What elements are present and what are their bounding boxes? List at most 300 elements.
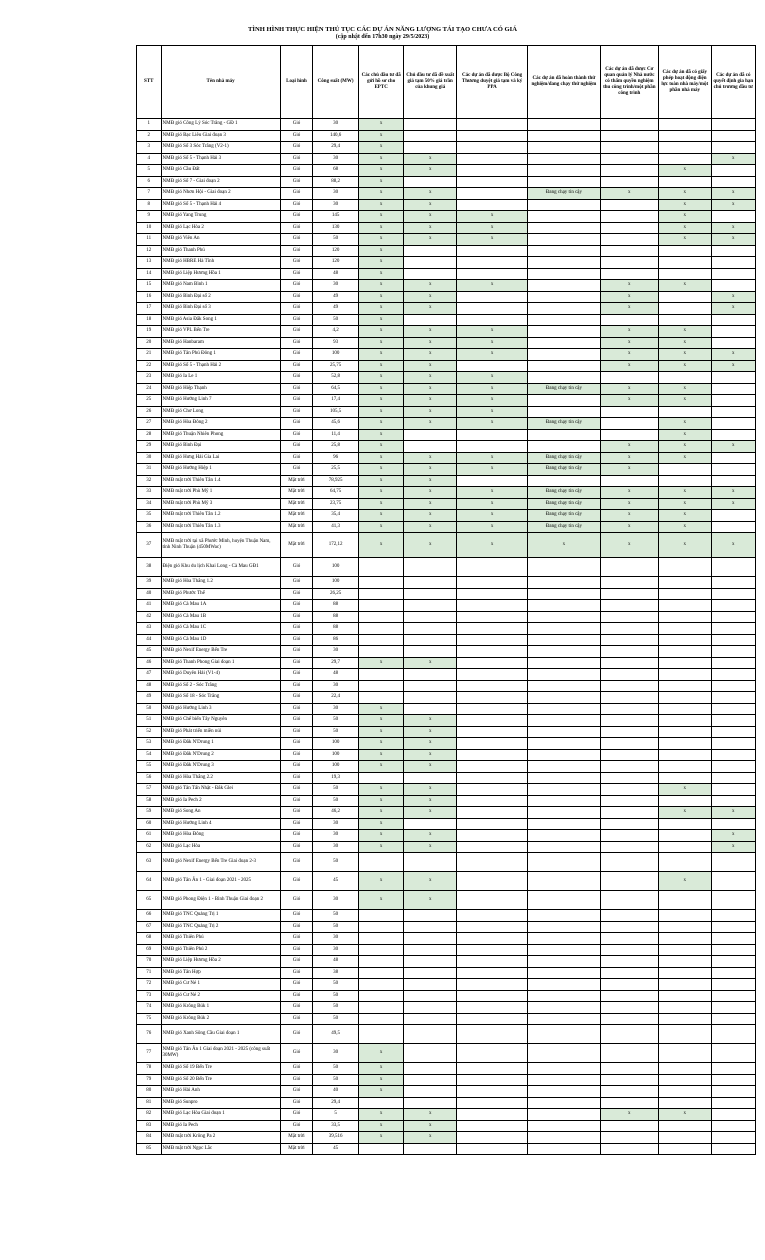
cell-submitted-eptc: x bbox=[358, 761, 404, 773]
cell-acceptance bbox=[600, 830, 658, 842]
cell-acceptance bbox=[600, 761, 658, 773]
table-row bbox=[137, 872, 756, 891]
cell-capacity: 100 bbox=[313, 349, 359, 361]
cell-proposed-price bbox=[404, 921, 457, 933]
cell-stt: 52 bbox=[137, 726, 162, 738]
cell-submitted-eptc: x bbox=[358, 257, 404, 269]
cell-stt: 3 bbox=[137, 142, 162, 154]
cell-stt: 1 bbox=[137, 119, 162, 131]
table-row bbox=[137, 738, 756, 750]
cell-proposed-price: x bbox=[404, 280, 457, 292]
cell-license: x bbox=[659, 326, 712, 338]
cell-extension bbox=[711, 1044, 755, 1063]
cell-capacity: 23,75 bbox=[313, 498, 359, 510]
table-row bbox=[137, 1109, 756, 1121]
cell-acceptance bbox=[600, 657, 658, 669]
cell-type: Mặt trời bbox=[280, 521, 313, 533]
cell-acceptance bbox=[600, 853, 658, 872]
table-row bbox=[137, 475, 756, 487]
cell-submitted-eptc bbox=[358, 921, 404, 933]
cell-approved-ppa: x bbox=[456, 533, 527, 558]
cell-proposed-price bbox=[404, 1086, 457, 1098]
cell-submitted-eptc: x bbox=[358, 406, 404, 418]
cell-trial-run bbox=[528, 818, 600, 830]
cell-approved-ppa bbox=[456, 715, 527, 727]
cell-approved-ppa bbox=[456, 749, 527, 761]
cell-license bbox=[659, 1074, 712, 1086]
cell-trial-run bbox=[528, 176, 600, 188]
cell-type: Gió bbox=[280, 199, 313, 211]
table-row bbox=[137, 314, 756, 326]
cell-plant-name: NMĐ gió Thiên Phú bbox=[161, 933, 280, 945]
cell-approved-ppa bbox=[456, 257, 527, 269]
table-row bbox=[137, 841, 756, 853]
table-row bbox=[137, 1063, 756, 1075]
cell-approved-ppa: x bbox=[456, 406, 527, 418]
cell-approved-ppa bbox=[456, 910, 527, 922]
cell-stt: 74 bbox=[137, 1002, 162, 1014]
cell-trial-run bbox=[528, 872, 600, 891]
cell-proposed-price bbox=[404, 669, 457, 681]
cell-proposed-price bbox=[404, 910, 457, 922]
cell-extension bbox=[711, 372, 755, 384]
table-row bbox=[137, 165, 756, 177]
cell-stt: 62 bbox=[137, 841, 162, 853]
cell-submitted-eptc: x bbox=[358, 464, 404, 476]
cell-approved-ppa bbox=[456, 245, 527, 257]
cell-plant-name: NMĐ gió Bình Đại số 3 bbox=[161, 303, 280, 315]
cell-proposed-price bbox=[404, 956, 457, 968]
cell-plant-name: NMĐ gió Hanbaram bbox=[161, 337, 280, 349]
cell-submitted-eptc: x bbox=[358, 872, 404, 891]
cell-trial-run bbox=[528, 268, 600, 280]
cell-plant-name: NMĐ gió Số 2 - Sóc Trăng bbox=[161, 680, 280, 692]
cell-type: Gió bbox=[280, 211, 313, 223]
cell-submitted-eptc bbox=[358, 634, 404, 646]
cell-capacity: 100 bbox=[313, 738, 359, 750]
cell-extension bbox=[711, 1086, 755, 1098]
cell-trial-run bbox=[528, 749, 600, 761]
cell-submitted-eptc: x bbox=[358, 1063, 404, 1075]
cell-plant-name: NMĐ gió Asia Đắk Song 1 bbox=[161, 314, 280, 326]
cell-acceptance bbox=[600, 703, 658, 715]
header-license: Các dự án đã có giấy phép hoạt động điện lực toàn nhà máy/một phần nhà máy bbox=[659, 46, 712, 119]
cell-proposed-price: x bbox=[404, 165, 457, 177]
cell-acceptance: x bbox=[600, 487, 658, 499]
cell-license bbox=[659, 372, 712, 384]
cell-stt: 73 bbox=[137, 990, 162, 1002]
cell-submitted-eptc: x bbox=[358, 715, 404, 727]
table-row bbox=[137, 1002, 756, 1014]
cell-license bbox=[659, 257, 712, 269]
cell-proposed-price bbox=[404, 441, 457, 453]
cell-acceptance bbox=[600, 234, 658, 246]
header-submitted-eptc: Các chủ đầu tư đã gửi hồ sơ cho EPTC bbox=[358, 46, 404, 119]
header-type: Loại hình bbox=[280, 46, 313, 119]
cell-acceptance bbox=[600, 784, 658, 796]
cell-extension bbox=[711, 1143, 755, 1155]
table-row bbox=[137, 1086, 756, 1098]
cell-license bbox=[659, 406, 712, 418]
cell-trial-run bbox=[528, 245, 600, 257]
cell-acceptance bbox=[600, 841, 658, 853]
cell-license: x bbox=[659, 1109, 712, 1121]
cell-stt: 42 bbox=[137, 611, 162, 623]
cell-trial-run bbox=[528, 234, 600, 246]
cell-submitted-eptc: x bbox=[358, 738, 404, 750]
cell-license bbox=[659, 1086, 712, 1098]
cell-trial-run: Đang chạy tin cậy bbox=[528, 487, 600, 499]
cell-approved-ppa bbox=[456, 142, 527, 154]
cell-stt: 6 bbox=[137, 176, 162, 188]
table-body bbox=[137, 119, 756, 1155]
cell-proposed-price: x bbox=[404, 475, 457, 487]
cell-submitted-eptc: x bbox=[358, 130, 404, 142]
cell-submitted-eptc: x bbox=[358, 795, 404, 807]
cell-stt: 40 bbox=[137, 588, 162, 600]
cell-license bbox=[659, 921, 712, 933]
cell-acceptance bbox=[600, 176, 658, 188]
cell-license bbox=[659, 119, 712, 131]
cell-type: Gió bbox=[280, 979, 313, 991]
cell-acceptance bbox=[600, 222, 658, 234]
cell-submitted-eptc: x bbox=[358, 176, 404, 188]
cell-approved-ppa bbox=[456, 1120, 527, 1132]
cell-plant-name: NMĐ gió Hòa Thắng 1.2 bbox=[161, 577, 280, 589]
cell-proposed-price bbox=[404, 1143, 457, 1155]
cell-plant-name: NMĐ gió Krông Búk 2 bbox=[161, 1013, 280, 1025]
header-approved-ppa: Các dự án đã được Bộ Công Thương duyệt giá tạm và ký PPA bbox=[456, 46, 527, 119]
cell-proposed-price: x bbox=[404, 761, 457, 773]
cell-license: x bbox=[659, 784, 712, 796]
cell-proposed-price: x bbox=[404, 498, 457, 510]
cell-approved-ppa bbox=[456, 692, 527, 704]
cell-type: Gió bbox=[280, 429, 313, 441]
cell-trial-run bbox=[528, 738, 600, 750]
cell-approved-ppa bbox=[456, 784, 527, 796]
cell-trial-run bbox=[528, 395, 600, 407]
cell-stt: 43 bbox=[137, 623, 162, 635]
cell-plant-name: NMĐ gió Số 3 Sóc Trăng (V2-1) bbox=[161, 142, 280, 154]
table-row bbox=[137, 715, 756, 727]
cell-proposed-price: x bbox=[404, 1132, 457, 1144]
cell-capacity: 50 bbox=[313, 784, 359, 796]
cell-trial-run bbox=[528, 558, 600, 577]
cell-stt: 38 bbox=[137, 558, 162, 577]
cell-submitted-eptc bbox=[358, 944, 404, 956]
cell-proposed-price bbox=[404, 853, 457, 872]
cell-plant-name: NMĐ gió Số 20 Bến Tre bbox=[161, 1074, 280, 1086]
cell-proposed-price: x bbox=[404, 872, 457, 891]
cell-approved-ppa bbox=[456, 830, 527, 842]
table-row bbox=[137, 452, 756, 464]
cell-plant-name: NMĐ gió Nhơn Hội - Giai đoạn 2 bbox=[161, 188, 280, 200]
cell-acceptance: x bbox=[600, 360, 658, 372]
cell-proposed-price: x bbox=[404, 395, 457, 407]
cell-trial-run bbox=[528, 280, 600, 292]
cell-proposed-price bbox=[404, 1025, 457, 1044]
cell-trial-run bbox=[528, 1025, 600, 1044]
cell-capacity: 100 bbox=[313, 577, 359, 589]
cell-capacity: 30 bbox=[313, 199, 359, 211]
cell-license bbox=[659, 818, 712, 830]
cell-type: Gió bbox=[280, 176, 313, 188]
cell-acceptance bbox=[600, 418, 658, 430]
cell-capacity: 50 bbox=[313, 314, 359, 326]
cell-trial-run: Đang chạy tin cậy bbox=[528, 188, 600, 200]
cell-capacity: 30 bbox=[313, 119, 359, 131]
cell-license bbox=[659, 657, 712, 669]
cell-acceptance bbox=[600, 1074, 658, 1086]
cell-license bbox=[659, 772, 712, 784]
cell-trial-run bbox=[528, 475, 600, 487]
cell-stt: 66 bbox=[137, 910, 162, 922]
table-row bbox=[137, 1120, 756, 1132]
cell-proposed-price bbox=[404, 588, 457, 600]
cell-trial-run bbox=[528, 130, 600, 142]
cell-type: Gió bbox=[280, 830, 313, 842]
cell-acceptance: x bbox=[600, 303, 658, 315]
cell-capacity: 120 bbox=[313, 245, 359, 257]
cell-trial-run: Đang chạy tin cậy bbox=[528, 498, 600, 510]
cell-trial-run bbox=[528, 142, 600, 154]
table-row bbox=[137, 234, 756, 246]
cell-approved-ppa bbox=[456, 657, 527, 669]
cell-approved-ppa bbox=[456, 703, 527, 715]
cell-stt: 81 bbox=[137, 1097, 162, 1109]
cell-plant-name: NMĐ gió Song An bbox=[161, 807, 280, 819]
cell-acceptance: x bbox=[600, 510, 658, 522]
table-header-row bbox=[137, 46, 756, 119]
cell-acceptance: x bbox=[600, 291, 658, 303]
cell-type: Gió bbox=[280, 360, 313, 372]
cell-stt: 21 bbox=[137, 349, 162, 361]
cell-stt: 7 bbox=[137, 188, 162, 200]
cell-extension bbox=[711, 1013, 755, 1025]
cell-proposed-price bbox=[404, 600, 457, 612]
cell-submitted-eptc bbox=[358, 1097, 404, 1109]
cell-capacity: 46,2 bbox=[313, 807, 359, 819]
cell-submitted-eptc: x bbox=[358, 487, 404, 499]
table-row bbox=[137, 807, 756, 819]
cell-submitted-eptc bbox=[358, 558, 404, 577]
cell-acceptance: x bbox=[600, 521, 658, 533]
cell-type: Gió bbox=[280, 291, 313, 303]
cell-plant-name: NMĐ gió Cầu Đất bbox=[161, 165, 280, 177]
cell-stt: 16 bbox=[137, 291, 162, 303]
cell-license: x bbox=[659, 498, 712, 510]
cell-extension bbox=[711, 475, 755, 487]
cell-license bbox=[659, 314, 712, 326]
table-row bbox=[137, 176, 756, 188]
cell-license bbox=[659, 1002, 712, 1014]
cell-capacity: 50 bbox=[313, 910, 359, 922]
cell-trial-run: Đang chạy tin cậy bbox=[528, 383, 600, 395]
cell-trial-run bbox=[528, 406, 600, 418]
cell-acceptance bbox=[600, 979, 658, 991]
cell-license bbox=[659, 611, 712, 623]
cell-plant-name: NMĐ gió Số 19 Bến Tre bbox=[161, 1063, 280, 1075]
cell-license: x bbox=[659, 441, 712, 453]
cell-submitted-eptc: x bbox=[358, 1086, 404, 1098]
cell-type: Gió bbox=[280, 703, 313, 715]
header-plant-name: Tên nhà máy bbox=[161, 46, 280, 119]
cell-stt: 28 bbox=[137, 429, 162, 441]
cell-license bbox=[659, 1063, 712, 1075]
table-row bbox=[137, 772, 756, 784]
cell-type: Gió bbox=[280, 577, 313, 589]
cell-submitted-eptc: x bbox=[358, 510, 404, 522]
cell-stt: 36 bbox=[137, 521, 162, 533]
cell-stt: 79 bbox=[137, 1074, 162, 1086]
cell-acceptance bbox=[600, 726, 658, 738]
cell-type: Gió bbox=[280, 383, 313, 395]
table-row bbox=[137, 577, 756, 589]
cell-submitted-eptc bbox=[358, 853, 404, 872]
cell-trial-run bbox=[528, 715, 600, 727]
cell-type: Gió bbox=[280, 872, 313, 891]
cell-acceptance: x bbox=[600, 533, 658, 558]
cell-license: x bbox=[659, 337, 712, 349]
cell-trial-run bbox=[528, 165, 600, 177]
cell-type: Gió bbox=[280, 464, 313, 476]
cell-extension: x bbox=[711, 222, 755, 234]
cell-license bbox=[659, 1120, 712, 1132]
cell-plant-name: NMĐ gió Nexif Energy Bến Tre bbox=[161, 646, 280, 658]
cell-submitted-eptc bbox=[358, 611, 404, 623]
cell-plant-name: NMĐ gió Cà Mau 1D bbox=[161, 634, 280, 646]
header-stt: STT bbox=[137, 46, 162, 119]
cell-plant-name: NMĐ mặt trời Phù Mỹ 1 bbox=[161, 487, 280, 499]
cell-acceptance bbox=[600, 142, 658, 154]
cell-license bbox=[659, 692, 712, 704]
cell-stt: 49 bbox=[137, 692, 162, 704]
cell-license bbox=[659, 588, 712, 600]
cell-approved-ppa bbox=[456, 726, 527, 738]
cell-approved-ppa: x bbox=[456, 383, 527, 395]
cell-proposed-price: x bbox=[404, 715, 457, 727]
table-row bbox=[137, 303, 756, 315]
cell-type: Gió bbox=[280, 406, 313, 418]
cell-acceptance bbox=[600, 990, 658, 1002]
cell-extension bbox=[711, 1063, 755, 1075]
table-row bbox=[137, 291, 756, 303]
cell-trial-run bbox=[528, 990, 600, 1002]
cell-capacity: 30 bbox=[313, 830, 359, 842]
cell-acceptance: x bbox=[600, 280, 658, 292]
cell-approved-ppa bbox=[456, 1109, 527, 1121]
cell-submitted-eptc: x bbox=[358, 703, 404, 715]
cell-proposed-price: x bbox=[404, 521, 457, 533]
table-row bbox=[137, 1132, 756, 1144]
cell-proposed-price bbox=[404, 245, 457, 257]
cell-type: Mặt trời bbox=[280, 487, 313, 499]
projects-table bbox=[136, 45, 756, 1155]
cell-approved-ppa bbox=[456, 1097, 527, 1109]
cell-license bbox=[659, 303, 712, 315]
cell-proposed-price bbox=[404, 142, 457, 154]
cell-trial-run bbox=[528, 795, 600, 807]
cell-type: Gió bbox=[280, 119, 313, 131]
cell-acceptance bbox=[600, 738, 658, 750]
cell-proposed-price: x bbox=[404, 1120, 457, 1132]
cell-trial-run bbox=[528, 921, 600, 933]
cell-approved-ppa bbox=[456, 669, 527, 681]
table-row bbox=[137, 558, 756, 577]
cell-trial-run bbox=[528, 680, 600, 692]
cell-type: Gió bbox=[280, 1013, 313, 1025]
cell-proposed-price: x bbox=[404, 303, 457, 315]
table-row bbox=[137, 441, 756, 453]
cell-stt: 64 bbox=[137, 872, 162, 891]
cell-license: x bbox=[659, 349, 712, 361]
cell-type: Gió bbox=[280, 337, 313, 349]
cell-plant-name: NMĐ gió Duyên Hải (V1-4) bbox=[161, 669, 280, 681]
cell-submitted-eptc: x bbox=[358, 657, 404, 669]
cell-capacity: 64,75 bbox=[313, 487, 359, 499]
cell-approved-ppa bbox=[456, 1063, 527, 1075]
cell-extension: x bbox=[711, 807, 755, 819]
cell-type: Gió bbox=[280, 558, 313, 577]
cell-license bbox=[659, 933, 712, 945]
table-row bbox=[137, 990, 756, 1002]
cell-trial-run bbox=[528, 967, 600, 979]
cell-plant-name: NMĐ gió Krông Búk 1 bbox=[161, 1002, 280, 1014]
cell-acceptance bbox=[600, 921, 658, 933]
cell-submitted-eptc: x bbox=[358, 188, 404, 200]
cell-stt: 9 bbox=[137, 211, 162, 223]
cell-submitted-eptc: x bbox=[358, 222, 404, 234]
cell-extension bbox=[711, 703, 755, 715]
cell-capacity: 45,6 bbox=[313, 418, 359, 430]
cell-proposed-price bbox=[404, 933, 457, 945]
cell-type: Gió bbox=[280, 715, 313, 727]
cell-stt: 67 bbox=[137, 921, 162, 933]
table-row bbox=[137, 245, 756, 257]
cell-proposed-price: x bbox=[404, 1109, 457, 1121]
cell-type: Gió bbox=[280, 784, 313, 796]
cell-trial-run bbox=[528, 657, 600, 669]
cell-extension bbox=[711, 921, 755, 933]
cell-approved-ppa: x bbox=[456, 452, 527, 464]
cell-type: Mặt trời bbox=[280, 475, 313, 487]
cell-stt: 14 bbox=[137, 268, 162, 280]
cell-acceptance bbox=[600, 795, 658, 807]
cell-approved-ppa bbox=[456, 1025, 527, 1044]
cell-plant-name: NMĐ gió Cà Mau 1C bbox=[161, 623, 280, 635]
table-row bbox=[137, 956, 756, 968]
cell-capacity: 30 bbox=[313, 703, 359, 715]
cell-acceptance bbox=[600, 314, 658, 326]
cell-plant-name: NMĐ gió HBRE Hà Tĩnh bbox=[161, 257, 280, 269]
cell-extension: x bbox=[711, 360, 755, 372]
cell-approved-ppa bbox=[456, 475, 527, 487]
cell-submitted-eptc: x bbox=[358, 211, 404, 223]
cell-capacity: 130 bbox=[313, 222, 359, 234]
cell-type: Gió bbox=[280, 153, 313, 165]
cell-stt: 53 bbox=[137, 738, 162, 750]
table-row bbox=[137, 188, 756, 200]
table-row bbox=[137, 429, 756, 441]
cell-extension bbox=[711, 749, 755, 761]
cell-proposed-price: x bbox=[404, 222, 457, 234]
cell-approved-ppa bbox=[456, 165, 527, 177]
cell-trial-run bbox=[528, 222, 600, 234]
cell-extension bbox=[711, 395, 755, 407]
cell-proposed-price: x bbox=[404, 464, 457, 476]
cell-approved-ppa bbox=[456, 360, 527, 372]
cell-license bbox=[659, 1044, 712, 1063]
